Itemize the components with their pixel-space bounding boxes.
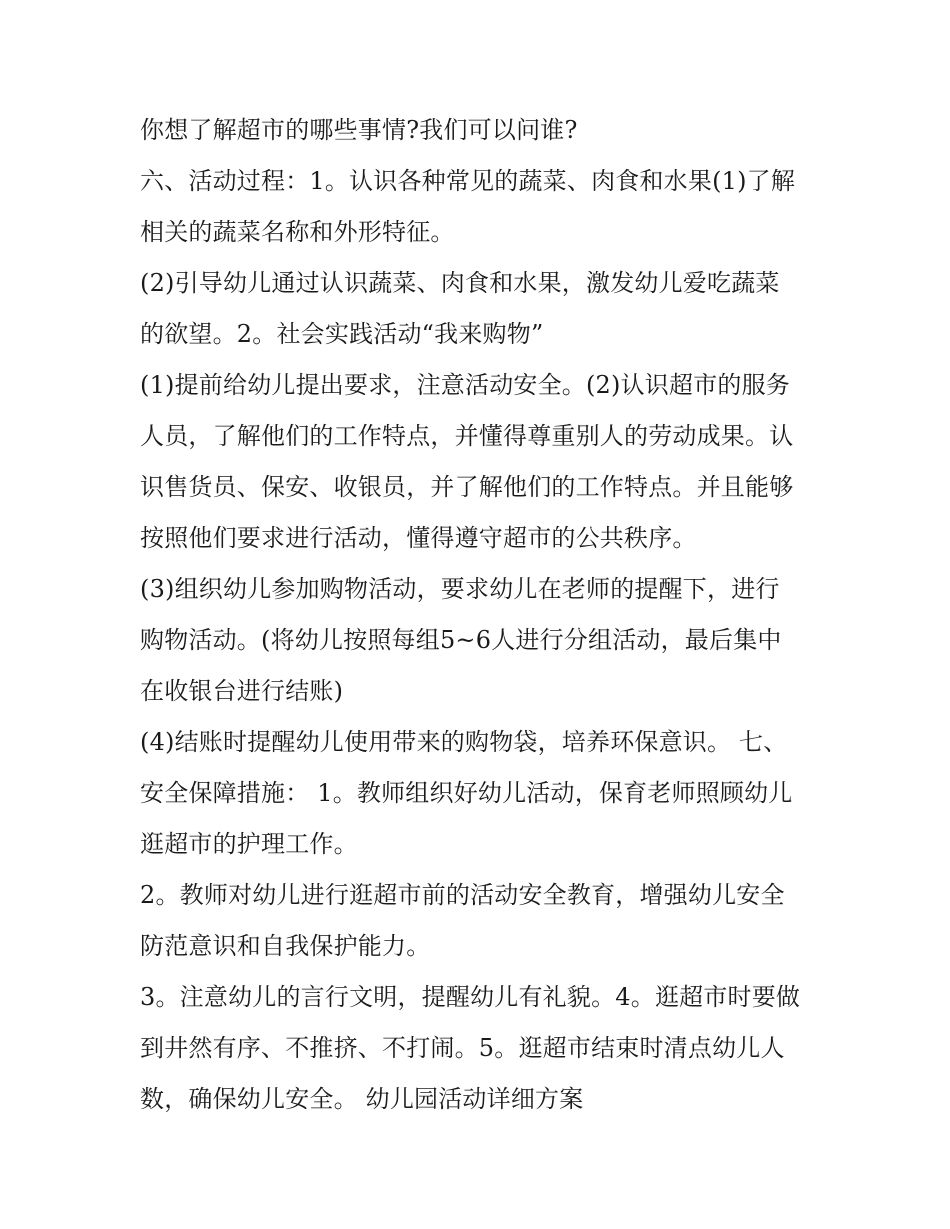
- text-line: 3。注意幼儿的言行文明，提醒幼儿有礼貌。4。逛超市时要做: [140, 983, 801, 1011]
- text-line: 六、活动过程：1。认识各种常见的蔬菜、肉食和水果(1)了解: [140, 167, 796, 195]
- document-body: [140, 105, 840, 1125]
- text-line: (3)组织幼儿参加购物活动，要求幼儿在老师的提醒下，进行: [140, 575, 780, 603]
- text-line: 逛超市的护理工作。: [140, 830, 358, 858]
- text-line: 人员，了解他们的工作特点，并懂得尊重别人的劳动成果。认: [140, 422, 794, 450]
- text-line: 相关的蔬菜名称和外形特征。: [140, 218, 455, 246]
- text-line: 的欲望。2。社会实践活动“我来购物”: [140, 320, 544, 348]
- text-line: 到井然有序、不推挤、不打闹。5。逛超市结束时清点幼儿人: [140, 1034, 785, 1062]
- text-line: 你想了解超市的哪些事情?我们可以问谁?: [140, 116, 578, 144]
- text-line: 安全保障措施： 1。教师组织好幼儿活动，保育老师照顾幼儿: [140, 779, 793, 807]
- text-line: 识售货员、保安、收银员，并了解他们的工作特点。并且能够: [140, 473, 794, 501]
- text-line: (2)引导幼儿通过认识蔬菜、肉食和水果，激发幼儿爱吃蔬菜: [140, 269, 780, 297]
- text-line: 防范意识和自我保护能力。: [140, 932, 431, 960]
- text-line: (1)提前给幼儿提出要求，注意活动安全。(2)认识超市的服务: [140, 371, 790, 399]
- text-line: (4)结账时提醒幼儿使用带来的购物袋，培养环保意识。 七、: [140, 728, 788, 756]
- text-line: 购物活动。(将幼儿按照每组5~6人进行分组活动，最后集中: [140, 626, 782, 654]
- text-line: 数，确保幼儿安全。 幼儿园活动详细方案: [140, 1085, 584, 1113]
- text-line: 按照他们要求进行活动，懂得遵守超市的公共秩序。: [140, 524, 697, 552]
- text-line: 2。教师对幼儿进行逛超市前的活动安全教育，增强幼儿安全: [140, 881, 785, 909]
- text-line: 在收银台进行结账): [140, 677, 344, 705]
